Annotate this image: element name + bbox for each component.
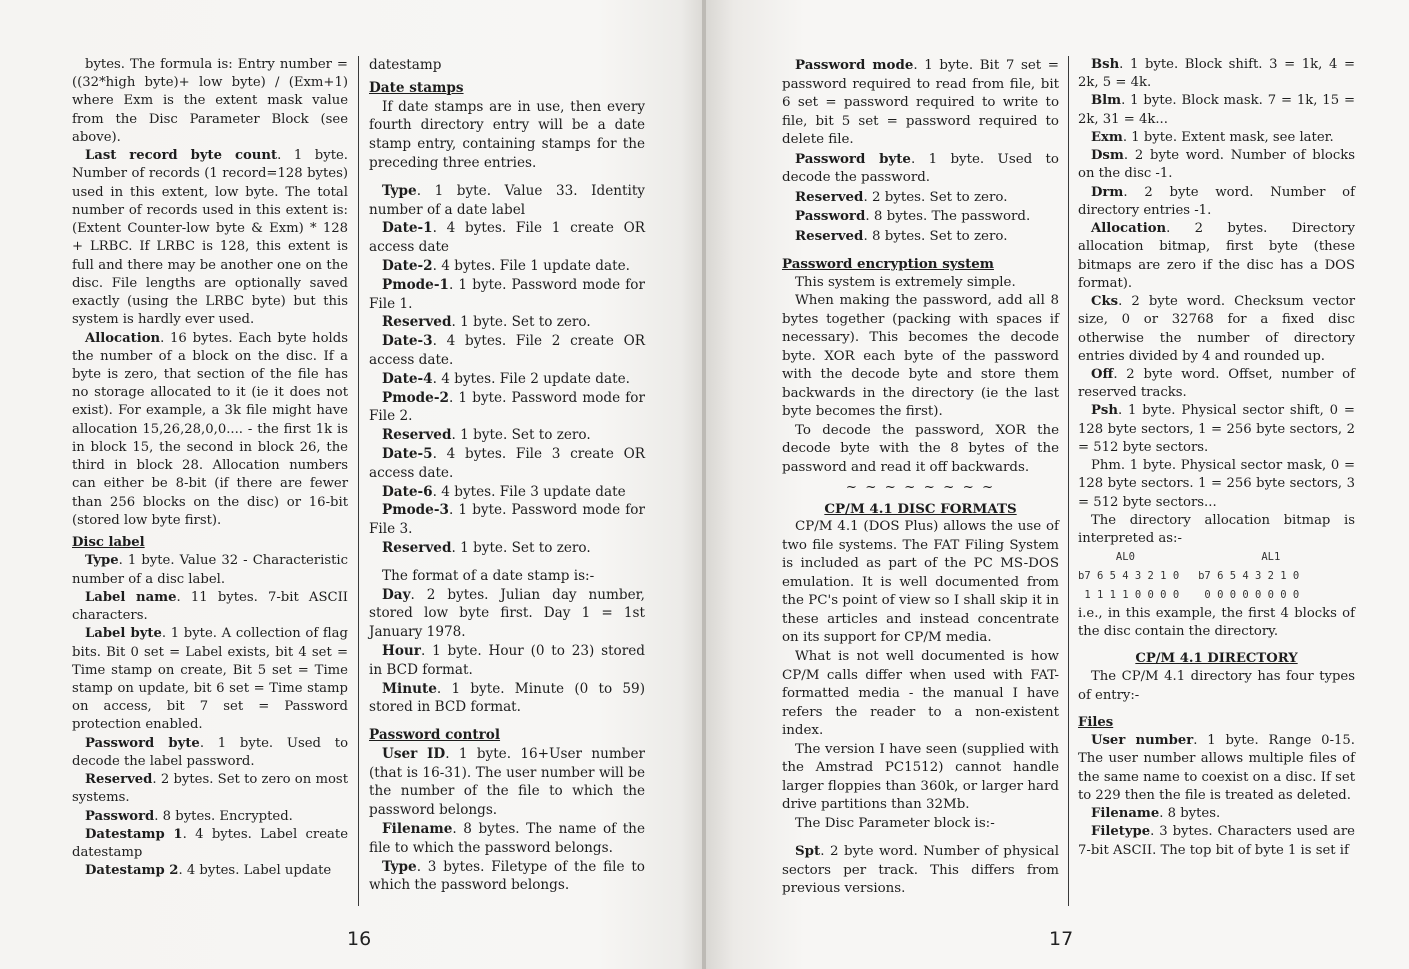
field-name: Filetype xyxy=(1091,824,1151,840)
field-name: Bsh xyxy=(1091,57,1120,72)
paragraph-text: . 2 bytes. Directory allocation bitmap, first byte (these bitmaps are zero if the disc has a DOS format). xyxy=(1078,221,1355,291)
field-name: Allocation xyxy=(85,330,161,346)
paragraph xyxy=(369,680,645,718)
field-name: Spt xyxy=(795,843,821,860)
paragraph-text: . 1 byte. Password mode for File 2. xyxy=(369,389,645,425)
field-name: Cks xyxy=(1091,294,1119,310)
paragraph xyxy=(369,642,645,680)
paragraph-text: Phm. 1 byte. Physical sector mask, 0 = 128 byte sectors. 1 = 256 byte sectors, 3 = 512 byte sectors... xyxy=(1078,458,1355,510)
field-name: Psh xyxy=(1091,403,1118,419)
paragraph xyxy=(782,815,1059,834)
paragraph-text: datestamp xyxy=(369,57,442,73)
right-page-column-2 xyxy=(1078,56,1355,860)
paragraph-text: . 8 bytes. Set to zero. xyxy=(863,228,1008,244)
paragraph-text: . 1 byte. Block shift. 3 = 1k, 4 = 2k, 5 = 4k. xyxy=(1078,57,1355,91)
paragraph xyxy=(369,389,645,427)
paragraph-text: . 1 byte. Bit 7 set = password required to read from file, bit 6 set = password required to write to file, bit 5 set = password required to delete file. xyxy=(782,58,1060,148)
paragraph xyxy=(369,539,645,558)
field-name: Dsm xyxy=(1091,148,1124,164)
paragraph-text: . 4 bytes. File 2 update date. xyxy=(432,370,630,387)
paragraph-text: . 11 bytes. 7-bit ASCII characters. xyxy=(72,589,348,624)
paragraph xyxy=(369,501,645,539)
section-separator: ~ ~ ~ ~ ~ ~ ~ ~ xyxy=(845,480,996,496)
paragraph-text: What is not well documented is how CP/M calls differ when used with FAT-formatted media - the manual I have refers the reader to a non-existent index. xyxy=(782,648,1059,739)
left-page xyxy=(0,0,702,969)
paragraph xyxy=(1078,823,1355,859)
right-page xyxy=(706,0,1409,969)
field-name: Password xyxy=(795,208,866,225)
field-name: Allocation xyxy=(1091,221,1167,237)
section-heading: CP/M 4.1 DIRECTORY xyxy=(1135,651,1298,667)
paragraph xyxy=(369,483,645,502)
paragraph xyxy=(72,735,348,771)
paragraph-text: The Disc Parameter block is:- xyxy=(795,815,995,831)
paragraph-text: . 2 byte word. Number of physical sectors per track. This differs from previous versions. xyxy=(782,844,1059,897)
paragraph-text: . 3 bytes. Filetype of the file to which the password belongs. xyxy=(369,858,645,894)
paragraph xyxy=(782,150,1059,188)
paragraph-text: . 16 bytes. Each byte holds the number of a block on the disc. If a byte is zero, that section of the file has no storage allocated to it (ie it does not exist). For example, a 3k file might have allocation 15,26,28,0,0.... - the first 1k is in block 15, the second in block 26, the third in block 28. Allocation numbers can either be 8-bit (if there are fewer than 256 blocks on the disc) or 16-bit (stored low byte first). xyxy=(72,330,348,528)
left-page-column-2 xyxy=(369,56,645,895)
paragraph-text: . 1 byte. Extent mask, see later. xyxy=(1122,129,1334,145)
section-heading: Files xyxy=(1078,714,1114,730)
paragraph-text: . 8 bytes. The name of the file to which the password belongs. xyxy=(369,821,645,856)
paragraph xyxy=(369,426,645,445)
paragraph xyxy=(369,56,645,75)
paragraph-text: . 1 byte. Minute (0 to 59) stored in BCD format. xyxy=(369,680,645,716)
paragraph xyxy=(1078,366,1355,402)
paragraph-text: . 4 bytes. File 1 update date. xyxy=(432,257,630,274)
paragraph xyxy=(72,552,348,588)
field-name: Filename xyxy=(1091,806,1160,822)
field-name: Password byte xyxy=(85,735,200,751)
paragraph xyxy=(72,56,348,147)
paragraph xyxy=(369,219,645,257)
field-name: Password byte xyxy=(795,150,911,167)
field-name: Drm xyxy=(1091,184,1124,200)
field-name: Exm xyxy=(1091,129,1123,145)
paragraph-text: When making the password, add all 8 bytes together (packing with spaces if necessary). This becomes the decode byte. XOR each byte of the password with the decode byte and store them backwards in the directory (ie the last byte becomes the first). xyxy=(782,293,1059,420)
paragraph xyxy=(1078,512,1355,548)
paragraph xyxy=(369,332,645,370)
field-name: User ID xyxy=(382,745,446,762)
field-name: Date-1 xyxy=(382,220,433,237)
paragraph xyxy=(1078,56,1355,92)
field-name: Reserved xyxy=(382,427,452,444)
paragraph-text: . 1 byte. Block mask. 7 = 1k, 15 = 2k, 31 = 4k... xyxy=(1078,93,1355,127)
paragraph xyxy=(782,741,1059,815)
field-name: Reserved xyxy=(795,188,864,205)
paragraph xyxy=(72,147,348,329)
field-name: Date-5 xyxy=(382,445,433,462)
field-name: Type xyxy=(382,182,417,199)
section-heading: Password control xyxy=(369,727,501,744)
paragraph-text: . 4 bytes. File 2 create OR access date. xyxy=(369,333,645,368)
field-name: Label byte xyxy=(85,626,162,642)
paragraph-text: . 1 byte. Value 32 - Characteristic number of a disc label. xyxy=(72,553,348,587)
paragraph xyxy=(369,745,645,820)
paragraph-text: . 1 byte. Used to decode the password. xyxy=(782,151,1059,186)
paragraph xyxy=(72,826,348,862)
paragraph xyxy=(1078,220,1355,293)
paragraph-text: . 8 bytes. xyxy=(1159,806,1221,822)
paragraph xyxy=(1078,184,1355,220)
field-name: Pmode-1 xyxy=(382,276,449,293)
paragraph xyxy=(782,188,1059,208)
paragraph-text: . 2 byte word. Number of blocks on the disc -1. xyxy=(1078,148,1355,182)
page-number: 17 xyxy=(1049,928,1074,950)
paragraph xyxy=(782,648,1059,741)
field-name: Hour xyxy=(382,642,421,659)
paragraph xyxy=(1078,402,1355,457)
field-name: Datestamp 2 xyxy=(85,863,179,879)
field-name: Filename xyxy=(382,821,453,838)
paragraph xyxy=(782,422,1059,478)
paragraph xyxy=(72,808,348,826)
paragraph xyxy=(369,858,645,896)
paragraph xyxy=(782,274,1059,293)
paragraph xyxy=(1078,129,1355,147)
section-heading: CP/M 4.1 DISC FORMATS xyxy=(824,500,1017,517)
paragraph xyxy=(369,257,645,276)
paragraph-text: The CP/M 4.1 directory has four types of entry:- xyxy=(1078,669,1355,703)
field-name: Reserved xyxy=(85,772,153,788)
paragraph-text: . 1 byte. Password mode for File 3. xyxy=(369,502,645,538)
left-page-column-1 xyxy=(72,56,348,881)
field-name: Pmode-3 xyxy=(382,502,449,519)
field-name: Pmode-2 xyxy=(382,389,449,406)
paragraph-text: . 4 bytes. File 3 create OR access date. xyxy=(369,445,645,481)
paragraph xyxy=(782,207,1059,227)
paragraph-text: . 1 byte. Set to zero. xyxy=(451,427,591,444)
paragraph-text: . 1 byte. Number of records (1 record=128 bytes) used in this extent, low byte. The total number of records used in this extent is: (Extent Counter-low byte & Exm) * 128 + LRBC. If LRBC is 128, this extent is full and there may be another one on the disc. File lengths are optionally saved exactly (using the LRBC byte) but this system is hardly ever used. xyxy=(72,148,348,328)
paragraph xyxy=(369,276,645,314)
paragraph xyxy=(782,227,1059,247)
paragraph-text: . 1 byte. Hour (0 to 23) stored in BCD format. xyxy=(369,642,645,678)
paragraph-text: bytes. The formula is: Entry number = ((32*high byte)+ low byte) / (Exm+1) where Exm is the extent mask value from the Disc Parameter Block (see above). xyxy=(72,57,348,145)
paragraph-text: . 4 bytes. File 3 update date xyxy=(432,483,626,500)
paragraph-text: . 1 byte. Password mode for File 1. xyxy=(369,276,645,312)
paragraph-text: . 2 byte word. Offset, number of reserved tracks. xyxy=(1078,366,1355,401)
paragraph xyxy=(369,567,645,586)
field-name: Reserved xyxy=(382,314,452,331)
field-name: Date-4 xyxy=(382,370,433,387)
paragraph xyxy=(1078,457,1355,512)
right-page-column-1 xyxy=(782,56,1059,899)
paragraph xyxy=(72,862,348,880)
field-name: Date-6 xyxy=(382,483,433,500)
paragraph-text: To decode the password, XOR the decode byte with the 8 bytes of the password and read it off backwards. xyxy=(782,422,1059,475)
paragraph-text: . 2 byte word. Checksum vector size, 0 or 32768 for a fixed disc otherwise the number of directory entries divided by 4 and rounded up. xyxy=(1078,294,1355,364)
paragraph xyxy=(1078,668,1355,704)
paragraph-text: . 4 bytes. Label update xyxy=(178,863,332,879)
bitmap-line: AL0 AL1 xyxy=(1078,551,1281,564)
field-name: Day xyxy=(382,586,411,603)
paragraph xyxy=(1078,805,1355,823)
paragraph xyxy=(782,56,1059,150)
paragraph-text: . 2 bytes. Julian day number, stored low byte first. Day 1 = 1st January 1978. xyxy=(369,586,645,641)
field-name: Minute xyxy=(382,680,437,697)
paragraph-text: . 1 byte. Physical sector shift, 0 = 128 byte sectors, 1 = 256 byte sectors, 2 = 512 byte sectors. xyxy=(1078,403,1355,455)
paragraph-text: . 2 bytes. Set to zero on most systems. xyxy=(72,772,348,806)
bitmap-line: b7 6 5 4 3 2 1 0 b7 6 5 4 3 2 1 0 xyxy=(1078,570,1300,583)
paragraph xyxy=(72,589,348,625)
paragraph-text: . 1 byte. 16+User number (that is 16-31). The user number will be the number of the file to which the password belongs. xyxy=(369,745,645,819)
paragraph xyxy=(1078,732,1355,805)
paragraph xyxy=(369,98,645,173)
paragraph-text: i.e., in this example, the first 4 blocks of the disc contain the directory. xyxy=(1078,605,1355,639)
paragraph-text: The format of a date stamp is:- xyxy=(382,567,595,584)
column-divider xyxy=(1068,56,1069,906)
paragraph-text: . 2 byte word. Number of directory entries -1. xyxy=(1078,184,1355,218)
paragraph xyxy=(1078,605,1355,641)
paragraph xyxy=(369,586,645,642)
paragraph-text: . 1 byte. Value 33. Identity number of a date label xyxy=(369,182,645,218)
paragraph-text: . 8 bytes. Encrypted. xyxy=(154,808,293,824)
field-name: Type xyxy=(382,858,417,875)
paragraph-text: CP/M 4.1 (DOS Plus) allows the use of two file systems. The FAT Filing System is included as part of the PC MS-DOS emulation. It is well documented from the PC's point of view so I shall skip it in these articles and instead concentrate on its support for CP/M media. xyxy=(782,519,1059,646)
paragraph xyxy=(369,445,645,483)
paragraph-text: . 4 bytes. Label create datestamp xyxy=(72,826,348,861)
field-name: Date-3 xyxy=(382,333,433,350)
paragraph xyxy=(1078,147,1355,183)
paragraph xyxy=(72,771,348,807)
paragraph xyxy=(369,182,645,220)
paragraph xyxy=(72,625,348,734)
section-heading: Password encryption system xyxy=(782,256,994,273)
paragraph-text: The directory allocation bitmap is interpreted as:- xyxy=(1078,512,1355,547)
paragraph-text: . 1 byte. Range 0-15. The user number allows multiple files of the same name to coexist on a disc. If set to 229 then the file is treated as deleted. xyxy=(1078,733,1355,803)
field-name: Last record byte count xyxy=(85,148,278,164)
paragraph-text: . 1 byte. Set to zero. xyxy=(451,314,591,331)
section-heading: Date stamps xyxy=(369,79,464,96)
field-name: Password xyxy=(85,808,155,824)
field-name: Reserved xyxy=(795,227,864,244)
paragraph xyxy=(782,842,1059,899)
paragraph xyxy=(72,330,348,531)
field-name: Label name xyxy=(85,589,177,605)
paragraph-text: . 3 bytes. Characters used are 7-bit ASCII. The top bit of byte 1 is set if xyxy=(1078,824,1355,858)
paragraph-text: . 1 byte. A collection of flag bits. Bit 0 set = Label exists, bit 4 set = Time stamp on create, Bit 5 set = Time stamp on update, bit 6 set = Time stamp on access, bit 7 set = Password protection enabled. xyxy=(72,626,348,733)
paragraph-text: If date stamps are in use, then every fourth directory entry will be a date stamp entry, containing stamps for the preceding three entries. xyxy=(369,98,645,171)
paragraph xyxy=(369,313,645,332)
paragraph-text: . 4 bytes. File 1 create OR access date xyxy=(369,220,645,256)
paragraph-text: . 8 bytes. The password. xyxy=(865,209,1031,225)
field-name: Reserved xyxy=(382,539,452,556)
paragraph xyxy=(369,820,645,858)
paragraph xyxy=(782,518,1059,648)
field-name: User number xyxy=(1091,733,1194,749)
paragraph xyxy=(1078,293,1355,366)
bitmap-line: 1 1 1 1 0 0 0 0 0 0 0 0 0 0 0 0 xyxy=(1078,588,1300,601)
paragraph-text: This system is extremely simple. xyxy=(795,274,1016,290)
paragraph-text: The version I have seen (supplied with the Amstrad PC1512) cannot handle larger floppies than 360k, or larger hard drive partitions than 32Mb. xyxy=(782,741,1059,813)
field-name: Blm xyxy=(1091,93,1122,109)
column-divider xyxy=(358,56,359,906)
paragraph-text: . 2 bytes. Set to zero. xyxy=(863,189,1008,205)
paragraph xyxy=(782,292,1059,422)
section-heading: Disc label xyxy=(72,535,145,551)
paragraph-text: . 1 byte. Used to decode the label password. xyxy=(72,735,349,769)
paragraph xyxy=(369,370,645,389)
paragraph-text: . 1 byte. Set to zero. xyxy=(451,539,591,556)
field-name: Type xyxy=(85,553,119,569)
field-name: Off xyxy=(1091,366,1114,382)
field-name: Date-2 xyxy=(382,257,433,274)
field-name: Password mode xyxy=(795,57,914,73)
paragraph xyxy=(1078,92,1355,128)
page-number: 16 xyxy=(347,928,372,950)
field-name: Datestamp 1 xyxy=(85,826,183,842)
